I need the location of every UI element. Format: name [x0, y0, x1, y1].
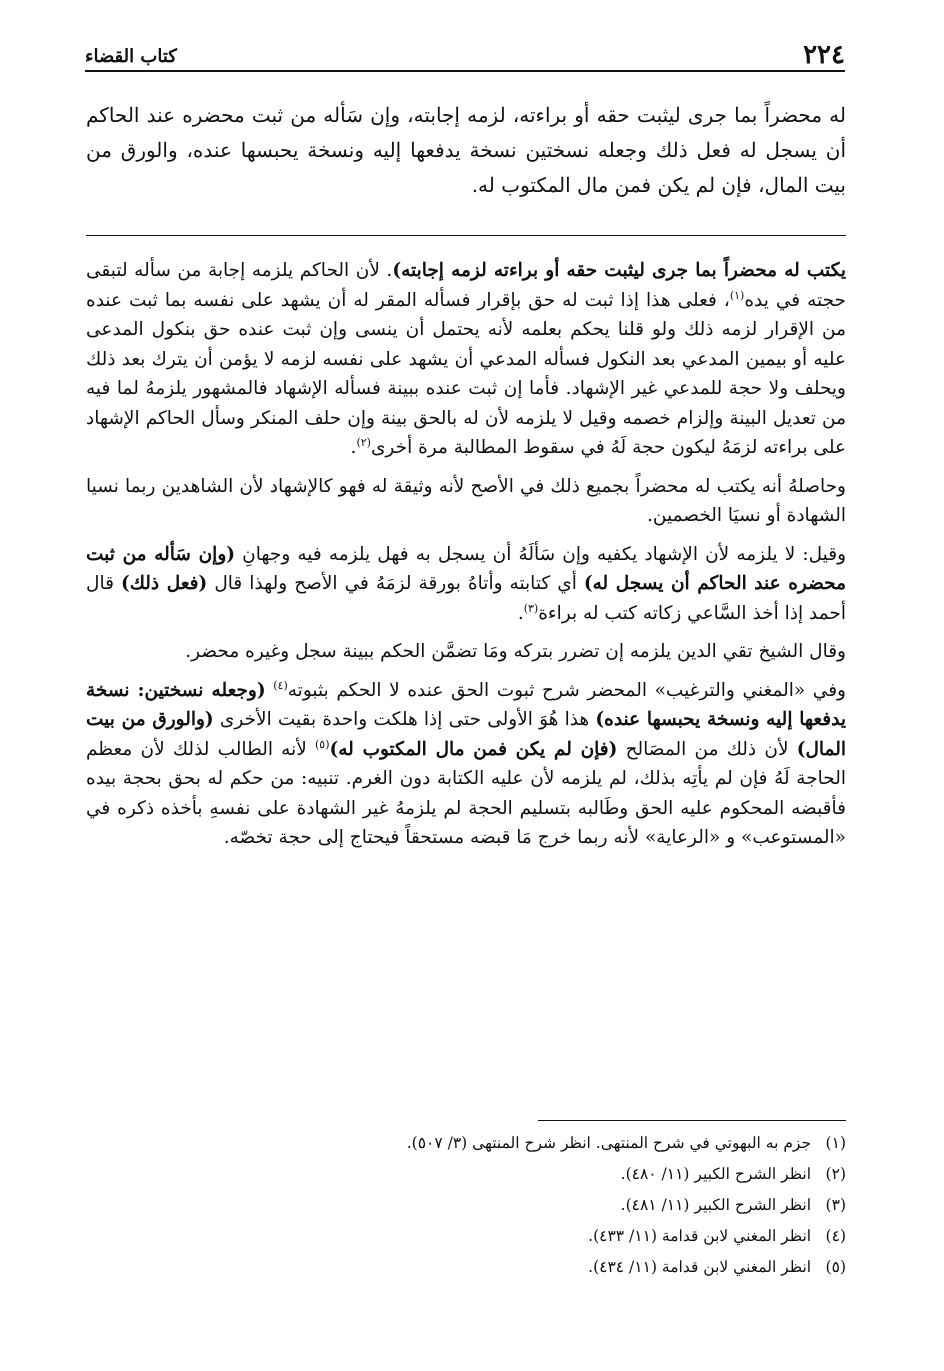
footnote-ref: (٣) — [523, 601, 539, 615]
matn-separator — [86, 235, 846, 236]
commentary-text: . لأن الحاكم يلزمه إجابة من سأله لتبقى حجته في يده — [86, 260, 846, 311]
footnote-item — [86, 1190, 846, 1221]
commentary-text: لأن ذلك من المصَالح — [617, 738, 797, 760]
footnote-text: انظر الشرح الكبير (١١/ ٤٨١). — [620, 1196, 812, 1214]
commentary-text: أي كتابته وأتاهُ بورقة لزمَهُ في الأصح ولهذا قال — [207, 573, 584, 594]
commentary-text: . — [517, 602, 524, 624]
running-title: كتاب القضاء — [85, 46, 177, 67]
footnote-ref: (١) — [729, 288, 745, 302]
commentary-text: لأنه الطالب لذلك لأن معظم الحاجة لَهُ فإن لم يأتِه بذلك، لم يلزمه لأن عليه الكتابة دون الغرم. تنبيه: من حكم له بحق بحجة بيده فأقبضه المحكوم عليه الحق وطَالبه بتسليم الحجة لم يلزمهُ غير الشهادة على نفسهِ بأخذه ذكره في «المستوعب» و «الرعاية» لأنه ربما خرج مَا قبضه مستحقاً فيحتاج إلى حجة تخصّه. — [86, 738, 846, 848]
commentary-text: وقيل: لا يلزمه لأن الإشهاد يكفيه وإن سَألَهُ أن يسجل به فهل يلزمه فيه وجهانِ — [242, 543, 847, 565]
footnote-text: انظر المغني لابن قدامة (١١/ ٤٣٣). — [588, 1227, 812, 1245]
commentary — [86, 256, 846, 862]
footnote-number: (٥) — [825, 1258, 846, 1276]
footnotes — [86, 1128, 846, 1283]
commentary-paragraph — [86, 676, 846, 853]
page-number: ٢٢٤ — [803, 40, 845, 70]
commentary-text: وفي «المغني والترغيب» المحضر شرح ثبوت الحق عنده لا الحكم بثبوته — [287, 679, 846, 701]
matn-text: له محضراً بما جرى ليثبت حقه أو براءته، لزمه إجابته، وإن سَأله من ثبت محضره عند الحاكم أن يسجل له فعل ذلك وجعله نسختين نسخة يدفعها إليه ونسخة يحبسها عنده، والورق من بيت المال، فإن لم يكن فمن مال المكتوب له. — [86, 103, 846, 197]
commentary-text: ، فعلى هذا إذا ثبت له حق بإقرار فسأله المقر له أن يشهد على نفسه بما ثبت عنده من الإقرار لزمه ذلك ولو قلنا يحكم بعلمه لأنه يحتمل أن ينسى وإن ثبت عنده حق بنكول المدعى عليه أو بيمين المدعي بعد النكول فسأله المدعي أن يشهد على نفسه لزمه لا يؤمن أن يترك بعد ذلك ويحلف ولا حجة للمدعي غير الإشهاد. فأما إن ثبت عنده ببينة فسأله الإشهاد فالمشهور يلزمهُ لما فيه من تعديل البينة وإلزام خصمه وقيل لا يلزمه لأن له بالحق بينة وإن حلف المنكر وسأل الحاكم الإشهاد على براءته لزمَهُ ليكون حجة لَهُ في سقوط المطالبة مرة أخرى — [86, 289, 846, 458]
footnote-number: (٢) — [825, 1165, 846, 1183]
footnote-item — [86, 1159, 846, 1190]
commentary-text: هذا هُوَ الأولى حتى إذا هلكت واحدة بقيت الأخرى — [213, 709, 596, 730]
footnote-item — [86, 1252, 846, 1283]
bold-quote: (وإن سَأله من ثبت محضره عند الحاكم أن يسجل له) — [86, 543, 846, 594]
footnote-number: (٤) — [825, 1227, 846, 1245]
footnote-ref: (٢) — [356, 435, 371, 449]
footnote-separator — [538, 1120, 846, 1121]
footnote-item — [86, 1128, 846, 1159]
bold-quote: (فعل ذلك) — [120, 573, 208, 594]
footnote-item — [86, 1221, 846, 1252]
footnote-text: انظر الشرح الكبير (١١/ ٤٨٠). — [620, 1165, 812, 1183]
footnote-text: انظر المغني لابن قدامة (١١/ ٤٣٤). — [588, 1258, 812, 1276]
footnote-ref: (٤) — [273, 678, 288, 692]
commentary-text: قال أحمد إذا أخذ السَّاعي زكاته كتب له براءة — [86, 573, 846, 624]
commentary-paragraph: وحاصلهُ أنه يكتب له محضراً بجميع ذلك في الأصح لأنه وثيقة له فهو كالإشهاد لأن الشاهدين ربما نسيا الشهادة أو نسيَا الخصمين. — [86, 475, 846, 526]
commentary-paragraph — [86, 540, 846, 629]
footnote-text: جزم به البهوتي في شرح المنتهى. انظر شرح المنتهى (٣/ ٥٠٧). — [406, 1134, 812, 1152]
footnote-number: (١) — [825, 1134, 846, 1152]
bold-quote: يكتب له محضراً بما جرى ليثبت حقه أو براءته لزمه إجابته) — [392, 260, 847, 281]
commentary-text: . — [350, 437, 357, 458]
bold-quote: (وجعله نسختين: نسخة يدفعها إليه ونسخة يحبسها عنده) — [86, 679, 846, 730]
bold-quote: (فإن لم يكن فمن مال المكتوب له) — [329, 738, 618, 760]
page-header — [85, 38, 845, 72]
commentary-paragraph — [86, 256, 846, 463]
commentary-paragraph: وقال الشيخ تقي الدين يلزمه إن تضرر بتركه ومَا تضمَّن الحكم ببينة سجل وغيره محضر. — [185, 641, 846, 662]
footnote-number: (٣) — [825, 1196, 846, 1214]
bold-quote: (والورق من بيت المال) — [86, 709, 846, 760]
footnote-ref: (٥) — [315, 737, 330, 751]
